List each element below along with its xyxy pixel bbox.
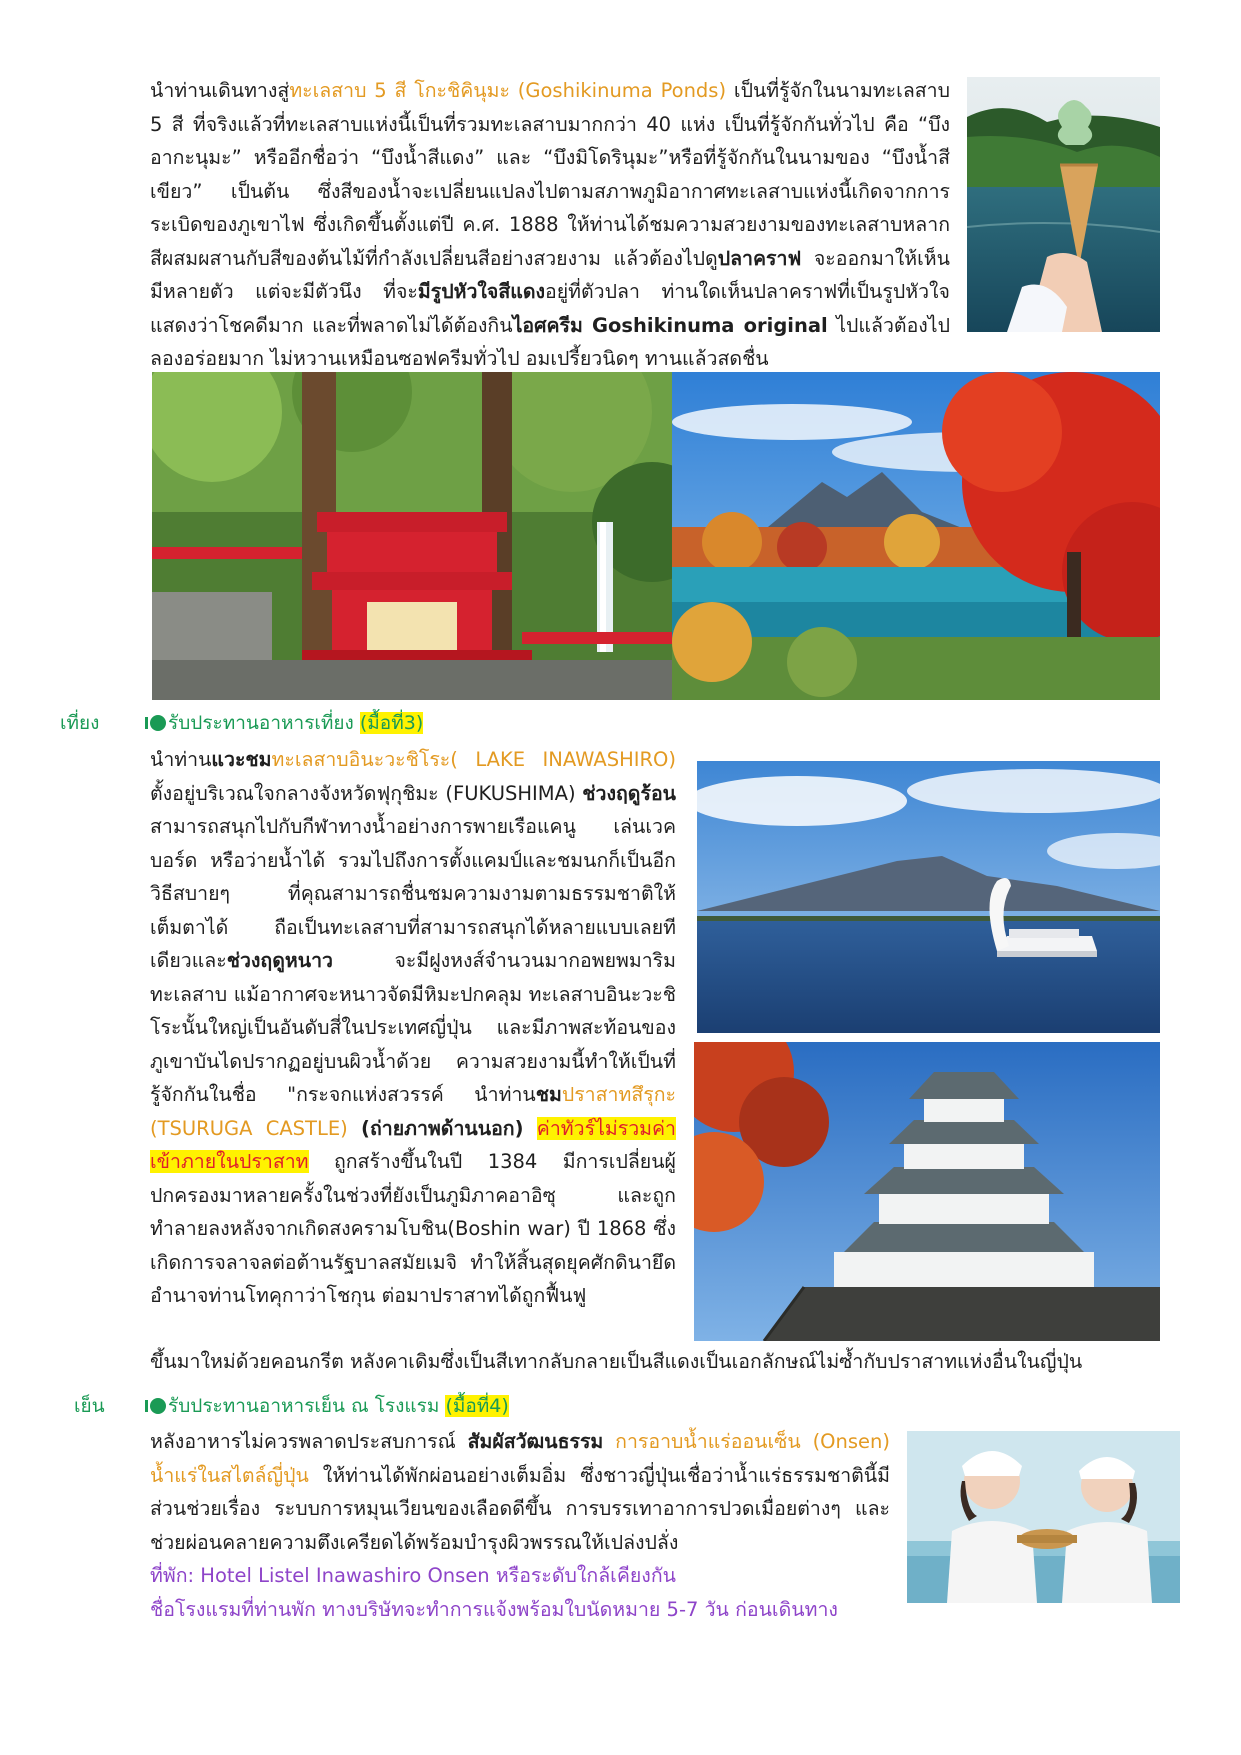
autumn-lake-photo (672, 372, 1160, 700)
lake-text-6 (524, 1117, 537, 1140)
winter-label: ช่วงฤดูหนาว (226, 949, 333, 972)
summer-label: ช่วงฤดูร้อน (582, 781, 676, 805)
dinner-meal-line (150, 1391, 509, 1421)
dinner-meal-text: รับประทานอาหารเย็น ณ โรงแรม (168, 1395, 440, 1417)
lunch-meal-line (150, 708, 423, 738)
red-shrine-waterfall-photo (152, 372, 672, 700)
onsen-text-1: หลังอาหารไม่ควรพลาดประสบการณ์ (150, 1430, 468, 1453)
inawashiro-paragraph (150, 743, 676, 1313)
castle-fee-note: ค่าทัวร์ไม่รวมค่าเข้าภายในปราสาท (150, 1116, 677, 1173)
intro-text-5: ไปแล้วต้องไปลองอร่อยมาก ไม่หวานเหมือนซอฟครีมทั่วไป อมเปรี้ยวนิดๆ ทานแล้วสดชื่น (150, 313, 950, 370)
outside-photo-label: (ถ่ายภาพด้านนอก) (361, 1116, 524, 1140)
intro-text-4: อยู่ที่ตัวปลา ท่านใดเห็นปลาคราฟที่เป็นรูปหัวใจแสดงว่าโชคดีมาก และที่พลาดไม่ได้ต้องกิน (150, 280, 950, 337)
onsen-text-2 (603, 1430, 615, 1453)
tsuruga-castle-name: ปราสาทสึรุกะ (TSURUGA CASTLE) (150, 1083, 676, 1140)
ice-cream-pond-photo (967, 77, 1160, 332)
tsuruga-castle-photo (694, 1042, 1160, 1341)
onsen-text-3: ให้ท่านได้พักผ่อนอย่างเต็มอิ่ม ซึ่งชาวญี่ปุ่นเชื่อว่าน้ำแร่ธรรมชาตินี้มีส่วนช่วยเรื่อง ระบบการหมุนเวียนของเลือดดีขึ้น การบรรเทาอาการปวดเมื่อยต่างๆ และช่วยผ่อนคลายความตึงเครียดได้พร้อมบำรุงผิวพรรณให้เปล่งปลั่ง (150, 1463, 890, 1554)
goshikinuma-place-name: ทะเลสาบ 5 สี โกะชิคินุมะ (Goshikinuma Ponds) (289, 79, 727, 102)
lunch-meal-number: (มื้อที่3) (359, 712, 424, 734)
onsen-women-photo (907, 1431, 1180, 1603)
onsen-highlight: การอาบน้ำแร่ออนเซ็น (Onsen) น้ำแร่ในสไตล์ญี่ปุ่น (150, 1430, 891, 1487)
koi-fish-label: ปลาคราฟ (717, 246, 802, 270)
lake-visit-label: แวะชม (211, 748, 272, 771)
swan-boat-lake-photo (697, 761, 1160, 1033)
inawashiro-paragraph-tail: ขึ้นมาใหม่ด้วยคอนกรีต หลังคาเดิมซึ่งเป็นสีเทากลับกลายเป็นสีแดงเป็นเอกลักษณ์ไม่ซ้ำกับปราสาทแห่งอื่นในญี่ปุ่น (150, 1350, 1083, 1373)
dining-icon (150, 715, 166, 731)
castle-visit-label: ชม (535, 1083, 562, 1106)
lake-text-4: จะมีฝูงหงส์จำนวนมากอพยพมาริมทะเลสาบ แม้อากาศจะหนาวจัดมีหิมะปกคลุม ทะเลสาบอินะวะชิโระนั้นใหญ่เป็นอันดับสี่ในประเทศญี่ปุ่น และมีภาพสะท้อนของภูเขาบันไดปรากฏอยู่บนผิวน้ำด้วย ความสวยงามนี้ทำให้เป็นที่รู้จักกันในชื่อ "กระจกแห่งสวรรค์ นำท่าน (150, 949, 676, 1106)
dinner-meal-number: (มื้อที่4) (445, 1395, 509, 1417)
hotel-notice-line: ชื่อโรงแรมที่ท่านพัก ทางบริษัทจะทำการแจ้งพร้อมใบนัดหมาย 5-7 วัน ก่อนเดินทาง (150, 1598, 838, 1621)
goshikinuma-paragraph (150, 74, 950, 376)
onsen-paragraph (150, 1425, 890, 1559)
lake-text-3: สามารถสนุกไปกับกีฬาทางน้ำอย่างการพายเรือแคนู เล่นเวคบอร์ด หรือว่ายน้ำได้ รวมไปถึงการตั้งแคมป์และชมนกก็เป็นอีกวิธีสบายๆ ที่คุณสามารถชื่นชมความงามตามธรรมชาติให้เต็มตาได้ ถือเป็นทะเลสาบที่สามารถสนุกได้หลายแบบเลยทีเดียวและ (150, 815, 676, 972)
intro-text-3: จะออกมาให้เห็นมีหลายตัว แต่จะมีตัวนึง ที่จะ (150, 246, 950, 303)
lake-text-7: ถูกสร้างขึ้นในปี 1384 มีการเปลี่ยนผู้ปกครองมาหลายครั้งในช่วงที่ยังเป็นภูมิภาคอาอิซุ และถูกทำลายลงหลังจากเกิดสงครามโบชิน(Boshin war) ปี 1868 ซึ่งเกิดการจลาจลต่อต้านรัฐบาลสมัยเมจิ ทำให้สิ้นสุดยุคศักดินายึดอำนาจท่านโทคุกาว่าโชกุน ต่อมาปราสาทได้ถูกฟื้นฟู (150, 1150, 676, 1307)
intro-text-1: นำท่านเดินทางสู่ (150, 79, 290, 102)
lunch-meal-text: รับประทานอาหารเที่ยง (168, 712, 354, 734)
lunch-time-label: เที่ยง (60, 712, 100, 734)
lake-text-2: ตั้งอยู่บริเวณใจกลางจังหวัดฟุกุชิมะ (FUKUSHIMA) (150, 781, 583, 805)
inawashiro-place-name: ทะเลสาบอินะวะชิโระ( LAKE INAWASHIRO) (271, 748, 676, 771)
ice-cream-label: ไอศครีม Goshikinuma original (512, 313, 828, 337)
lake-text-5 (348, 1117, 361, 1140)
dinner-time-label: เย็น (74, 1395, 105, 1417)
culture-label: สัมผัสวัฒนธรรม (467, 1430, 604, 1453)
red-heart-label: มีรูปหัวใจสีแดง (417, 280, 546, 303)
hotel-name-line: ที่พัก: Hotel Listel Inawashiro Onsen หรือระดับใกล้เคียงกัน (150, 1564, 676, 1587)
lake-text-1: นำท่าน (150, 748, 212, 771)
intro-text-2: เป็นที่รู้จักในนามทะเลสาบ 5 สี ที่จริงแล้วที่ทะเลสาบแห่งนี้เป็นที่รวมทะเลสาบมากกว่า 40 แห่ง เป็นที่รู้จักกันทั่วไป คือ “บึงอากะนุมะ” หรืออีกชื่อว่า “บึงน้ำสีแดง” และ “บึงมิโดรินุมะ”หรือที่รู้จักกันในนามของ “บึงน้ำสีเขียว” เป็นต้น ซึ่งสีของน้ำจะเปลี่ยนแปลงไปตามสภาพภูมิอากาศทะเลสาบแห่งนี้เกิดจากการระเบิดของภูเขาไฟ ซึ่งเกิดขึ้นตั้งแต่ปี ค.ศ. 1888 ให้ท่านได้ชมความสวยงามของทะเลสาบหลากสีผสมผสานกับสีของต้นไม้ที่กำลังเปลี่ยนสีอย่างสวยงาม แล้วต้องไปดู (150, 79, 950, 270)
dining-icon (150, 1398, 166, 1414)
